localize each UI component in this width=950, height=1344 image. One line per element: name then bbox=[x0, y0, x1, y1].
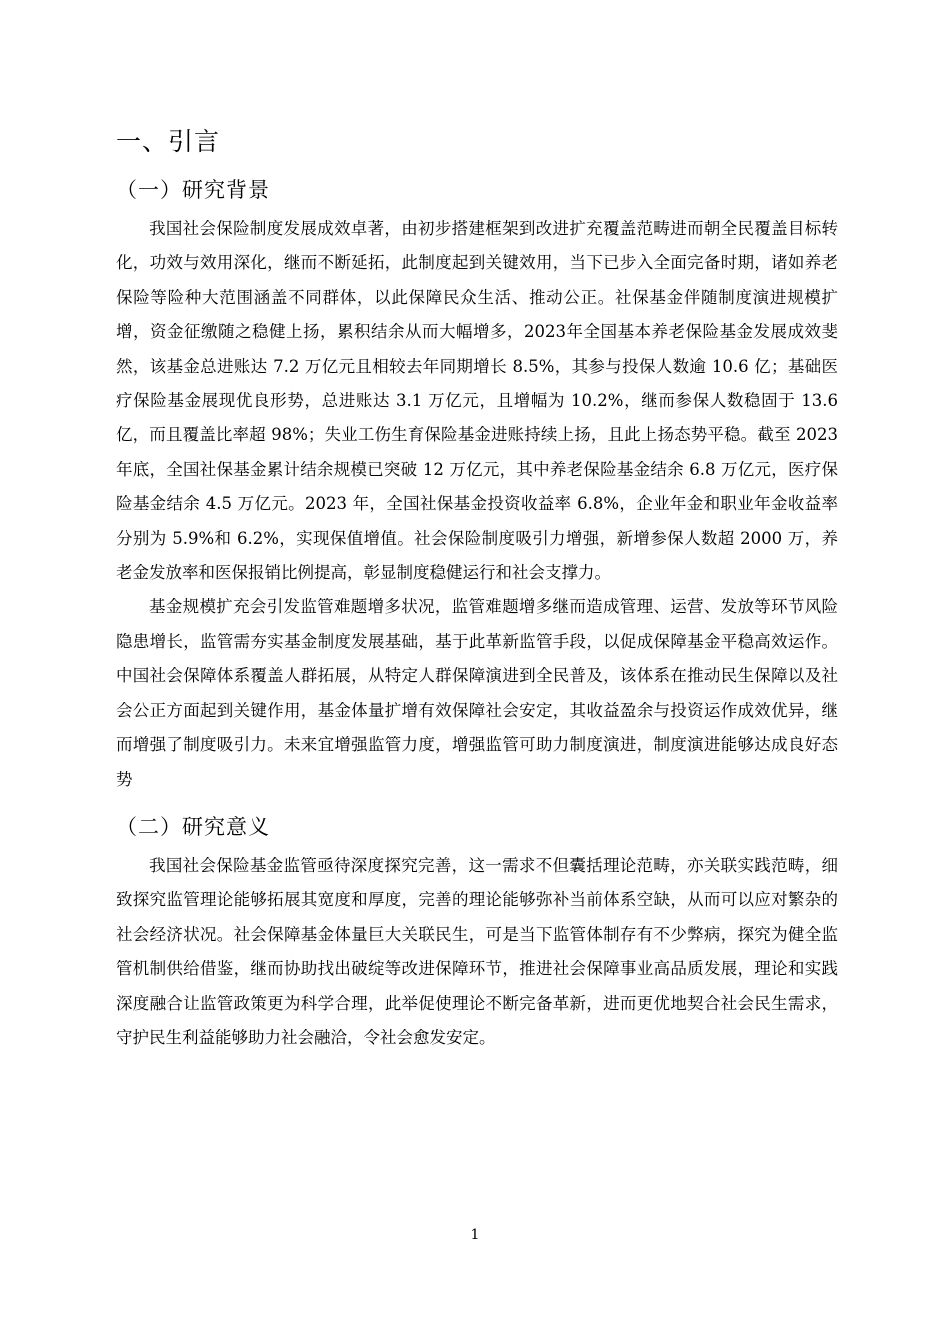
page-content bbox=[116, 120, 838, 1055]
chapter-heading: 一、引言 bbox=[116, 127, 221, 156]
page-number: 1 bbox=[470, 1227, 480, 1243]
significance-paragraph-1: 我国社会保险基金监管亟待深度探究完善，这一需求不但囊括理论范畴，亦关联实践范畴，细致探究监管理论能够拓展其宽度和厚度，完善的理论能够弥补当前体系空缺，从而可以应对繁杂的社会经济状况。社会保障基金体量巨大关联民生，可是当下监管体制存有不少弊病，探究为健全监管机制供给借鉴，继而协助找出破绽等改进保障环节，推进社会保障事业高品质发展，理论和实践深度融合让监管政策更为科学合理，此举促使理论不断完备革新，进而更优地契合社会民生需求，守护民生利益能够助力社会融洽，令社会愈发安定。 bbox=[116, 855, 838, 1047]
section-heading-background: （一）研究背景 bbox=[116, 178, 270, 202]
section-heading-significance: （二）研究意义 bbox=[116, 814, 270, 839]
background-paragraph-2: 基金规模扩充会引发监管难题增多状况，监管难题增多继而造成管理、运营、发放等环节风险隐患增长，监管需夯实基金制度发展基础，基于此革新监管手段，以促成保障基金平稳高效运作。中国社会保障体系覆盖人群拓展，从特定人群保障演进到全民普及，该体系在推动民生保障以及社会公正方面起到关键作用，基金体量扩增有效保障社会安定，其收益盈余与投资运作成效优异，继而增强了制度吸引力。未来宜增强监管力度，增强监管可助力制度演进，制度演进能够达成良好态势 bbox=[116, 597, 838, 789]
background-paragraph-1: 我国社会保险制度发展成效卓著，由初步搭建框架到改进扩充覆盖范畴进而朝全民覆盖目标转化，功效与效用深化，继而不断延拓，此制度起到关键效用，当下已步入全面完备时期，诸如养老保险等险种大范围涵盖不同群体，以此保障民众生活、推动公正。社保基金伴随制度演进规模扩增，资金征缴随之稳健上扬，累积结余从而大幅增多，2023年全国基本养老保险基金发展成效斐然，该基金总进账达 7.2 万亿元且相较去年同期增长 8.5%，其参与投保人数逾 10.6 亿；基础医疗保险基金展现优良形势，总进账达 3.1 万亿元，且增幅为 10.2%，继而参保人数稳固于 13.6 亿，而且覆盖比率超 98%；失业工伤生育保险基金进账持续上扬，且此上扬态势平稳。截至 2023 年底，全国社保基金累计结余规模已突破 12 万亿元，其中养老保险基金结余 6.8 万亿元，医疗保险基金结余 4.5 万亿元。2023 年，全国社保基金投资收益率 6.8%，企业年金和职业年金收益率分别为 5.9%和 6.2%，实现保值增值。社会保险制度吸引力增强，新增参保人数超 2000 万，养老金发放率和医保报销比例提高，彰显制度稳健运行和社会支撑力。 bbox=[116, 219, 838, 583]
